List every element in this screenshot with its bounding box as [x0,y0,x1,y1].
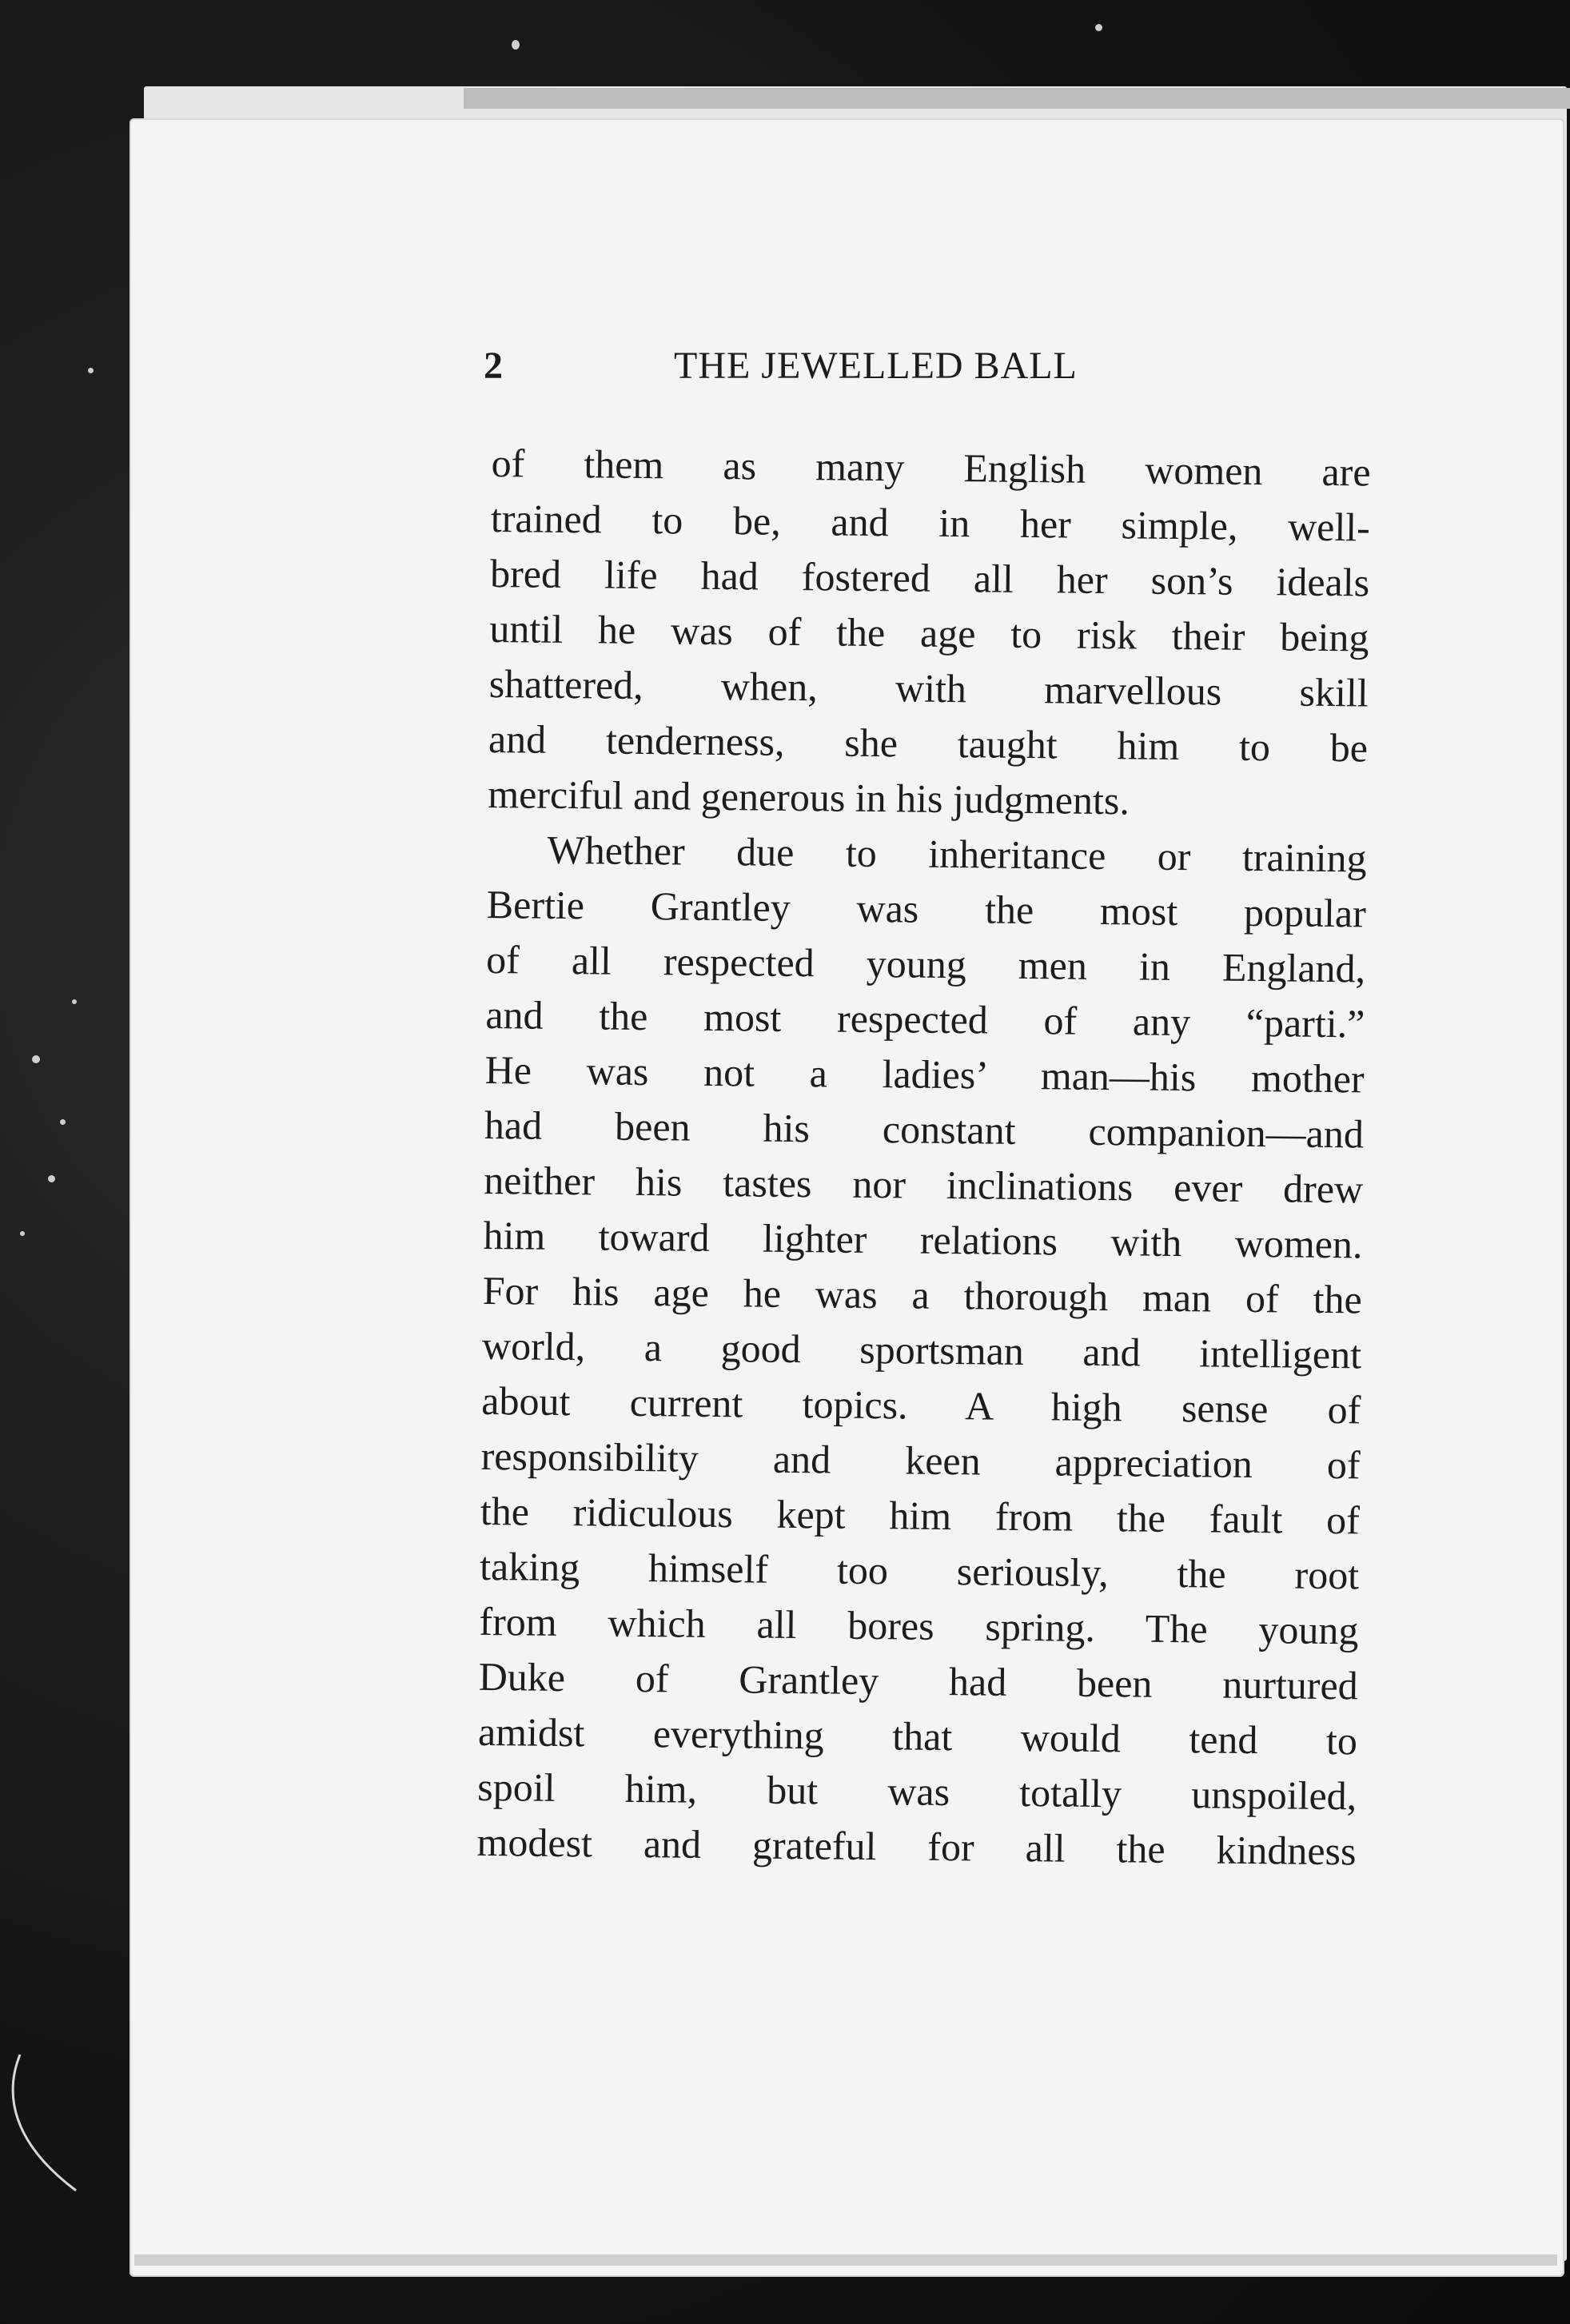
dust-speck [1095,24,1102,31]
text-line: and tenderness, she taught him to be [488,716,1369,771]
dust-speck [60,1119,66,1125]
text-line: trained to be, and in her simple, well- [490,495,1371,550]
text-line: world, a good sportsman and intelligent [481,1322,1362,1377]
text-line: amidst everything that would tend to [477,1708,1358,1764]
top-binding-strip [464,88,1570,109]
text-line: responsibility and keen appreciation of [480,1433,1361,1488]
text-line: merciful and generous in his judgments. [488,771,1130,823]
text-line: and the most respected of any “parti.” [485,991,1365,1046]
text-line: He was not a ladies’ man—his mother [484,1046,1365,1102]
dust-speck [20,1231,25,1236]
text-line: about current topics. A high sense of [481,1377,1361,1433]
text-line: had been his constant companion—and [484,1102,1365,1157]
text-line: modest and grateful for all the kindness [476,1819,1357,1874]
dust-speck [48,1175,55,1182]
dust-speck [512,40,520,50]
text-line: neither his tastes nor inclinations ever drew [483,1157,1364,1212]
text-line: taking himself too seriously, the root [479,1543,1360,1598]
dust-speck [32,1055,40,1063]
dust-speck [72,999,77,1004]
text-line: Whether due to inheritance or training [547,827,1367,881]
text-line: spoil him, but was totally unspoiled, [477,1764,1357,1819]
dust-speck [88,368,94,373]
running-title: THE JEWELLED BALL [674,345,1078,387]
text-line: from which all bores spring. The young [479,1598,1359,1653]
text-line: until he was of the age to risk their being [489,605,1369,660]
text-line: him toward lighter relations with women. [483,1212,1363,1267]
text-line: the ridiculous kept him from the fault of [480,1488,1361,1543]
page-bottom-edge [134,2254,1557,2266]
body-text [476,436,1371,1879]
scan-artifact-curve [4,2047,100,2206]
text-line: Bertie Grantley was the most popular [486,881,1367,936]
text-line: For his age he was a thorough man of the [482,1267,1363,1322]
text-line: bred life had fostered all her son’s ideals [489,550,1370,605]
page-number: 2 [484,345,504,387]
text-line: of all respected young men in England, [485,936,1366,991]
text-line: of them as many English women are [491,440,1371,495]
text-line: Duke of Grantley had been nurtured [478,1653,1358,1708]
text-line: shattered, when, with marvellous skill [488,660,1369,716]
